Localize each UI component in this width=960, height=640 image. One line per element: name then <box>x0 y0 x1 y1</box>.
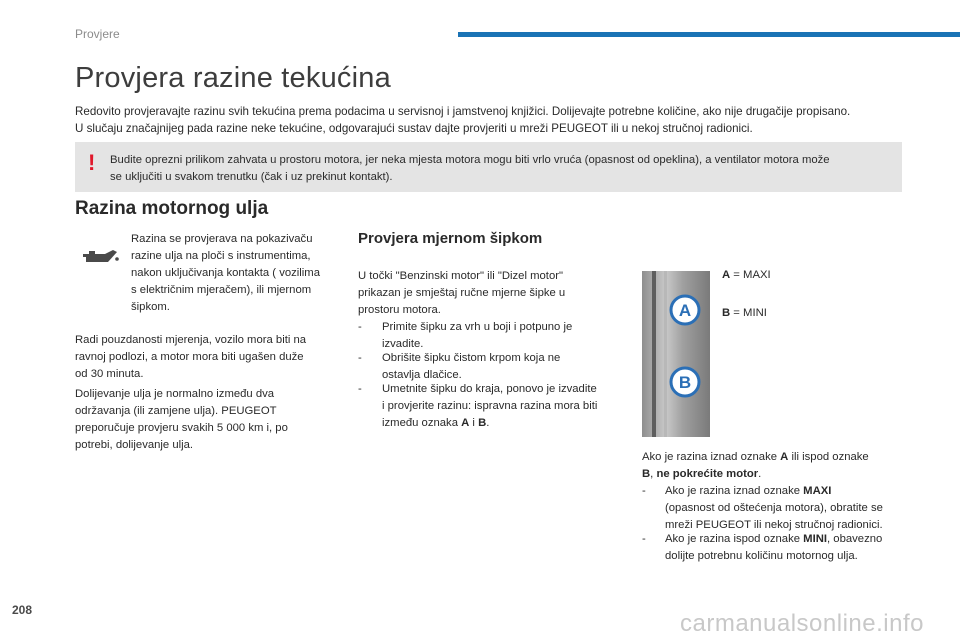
line-text: , obavezno <box>827 533 883 545</box>
dipstick-intro-line: prostoru motora. <box>358 304 441 316</box>
dipstick-intro-line: U točki "Benzinski motor" ili "Dizel motor" <box>358 270 563 282</box>
oil-para2-line: ravnoj podlozi, a motor mora biti ugašen duže <box>75 351 304 363</box>
watermark-site: carmanualsonline.info <box>680 610 924 637</box>
oil-para2-line: Radi pouzdanosti mjerenja, vozilo mora biti na <box>75 334 307 346</box>
legend-a <box>722 269 771 281</box>
list-dash: - <box>358 321 362 333</box>
mark-b-badge-text: B <box>678 373 692 392</box>
list-dash: - <box>642 533 646 545</box>
list-dash: - <box>358 383 362 395</box>
maxi-text: MAXI <box>803 485 832 497</box>
mark-a-text: A <box>461 417 470 429</box>
warning-line: Budite oprezni prilikom zahvata u prostoru motora, jer neka mjesta motora mogu biti vrlo vruća (opasnost od opeklina), a ventilator motora može <box>110 154 830 166</box>
level-warning-line <box>642 449 912 466</box>
oil-para2-line: od 30 minuta. <box>75 368 144 380</box>
line-text: Ako je razina iznad oznake <box>665 485 804 497</box>
oil-lead-paragraph <box>131 231 341 316</box>
legend-a-value: = MAXI <box>730 269 771 281</box>
step-line <box>665 531 910 548</box>
step-line-text: između oznaka <box>382 417 462 429</box>
warning-text <box>110 152 895 186</box>
mini-text: MINI <box>803 533 828 545</box>
intro-line: Redovito provjeravajte razinu svih tekućina prema podacima u servisnoj i jamstvenoj knjižici. Dolijevajte potrebne količine, ako nije drugačije propisano. <box>75 105 851 118</box>
mark-a-badge <box>669 294 701 326</box>
oil-para3-line: Dolijevanje ulja je normalno između dva <box>75 388 275 400</box>
step-line: izvadite. <box>382 338 424 350</box>
oil-can-icon <box>80 246 120 268</box>
intro-line: U slučaju značajnijeg pada razine neke tekućine, odgovarajući sustav dajte provjeriti u mreži PEUGEOT ili u nekoj stručnoj radionici. <box>75 122 753 135</box>
list-dash: - <box>358 352 362 364</box>
step-line: mreži PEUGEOT ili nekoj stručnoj radionici. <box>665 519 883 531</box>
dipstick-intro-line: prikazan je smještaj ručne mjerne šipke u <box>358 287 566 299</box>
and-text: i <box>469 417 479 429</box>
step-text <box>665 483 910 534</box>
mark-a-badge-text: A <box>678 301 692 320</box>
line-text: ili ispod oznake <box>788 451 869 463</box>
intro-paragraph <box>75 103 915 137</box>
oil-para3-line: potrebi, dolijevanje ulja. <box>75 439 194 451</box>
page-number: 208 <box>12 603 33 617</box>
line-text: , <box>650 468 657 480</box>
legend-b <box>722 307 767 319</box>
mark-b-text: B <box>642 468 651 480</box>
section-label: Provjere <box>75 27 120 41</box>
legend-b-key: B <box>722 307 731 319</box>
oil-paragraph-3 <box>75 386 340 454</box>
step-line: Umetnite šipku do kraja, ponovo je izvadite <box>382 383 597 395</box>
oil-lead-line: s električnim mjeračem), ili mjernom <box>131 284 312 296</box>
step-text <box>665 531 910 565</box>
oil-lead-line: Razina se provjerava na pokazivaču <box>131 233 313 245</box>
mark-b-text: B <box>478 417 487 429</box>
step-line: dolijte potrebnu količinu motornog ulja. <box>665 550 858 562</box>
oil-lead-line: razine ulja na ploči s instrumentima, <box>131 250 311 262</box>
step-line: Obrišite šipku čistom krpom koja ne <box>382 352 561 364</box>
oil-para3-line: preporučuje provjeru svakih 5 000 km i, po <box>75 422 288 434</box>
warning-line: se uključiti u svakom trenutku (čak i uz prekinut kontakt). <box>110 171 393 183</box>
level-warning-line <box>642 466 912 483</box>
mark-b-badge <box>669 366 701 398</box>
oil-lead-line: nakon uključivanja kontakta ( vozilima <box>131 267 321 279</box>
step-line: ostavlja dlačice. <box>382 369 462 381</box>
page-title: Provjera razine tekućina <box>75 62 391 94</box>
oil-paragraph-2 <box>75 332 340 383</box>
step-text <box>382 350 622 384</box>
oil-para3-line: održavanja (ili zamjene ulja). PEUGEOT <box>75 405 277 417</box>
legend-a-key: A <box>722 269 731 281</box>
step-line: i provjerite razinu: ispravna razina mora biti <box>382 400 598 412</box>
oil-lead-line: šipkom. <box>131 301 170 313</box>
dipstick-intro <box>358 268 608 319</box>
step-text <box>382 319 622 353</box>
oil-heading: Razina motornog ulja <box>75 198 269 219</box>
level-warning-paragraph <box>642 449 912 483</box>
step-line: Primite šipku za vrh u boji i potpuno je <box>382 321 573 333</box>
dipstick-heading: Provjera mjernom šipkom <box>358 230 543 247</box>
line-text: Ako je razina ispod oznake <box>665 533 804 545</box>
mark-a-text: A <box>780 451 789 463</box>
period-text: . <box>486 417 490 429</box>
step-line <box>665 483 910 500</box>
line-text: . <box>758 468 762 480</box>
line-text: Ako je razina iznad oznake <box>642 451 781 463</box>
list-dash: - <box>642 485 646 497</box>
header-bar <box>458 32 960 37</box>
do-not-start-text: ne pokrećite motor <box>656 468 759 480</box>
exclamation-icon: ! <box>88 150 96 175</box>
step-line <box>382 415 622 432</box>
step-line: (opasnost od oštećenja motora), obratite se <box>665 502 883 514</box>
step-text <box>382 381 622 432</box>
legend-b-value: = MINI <box>730 307 767 319</box>
